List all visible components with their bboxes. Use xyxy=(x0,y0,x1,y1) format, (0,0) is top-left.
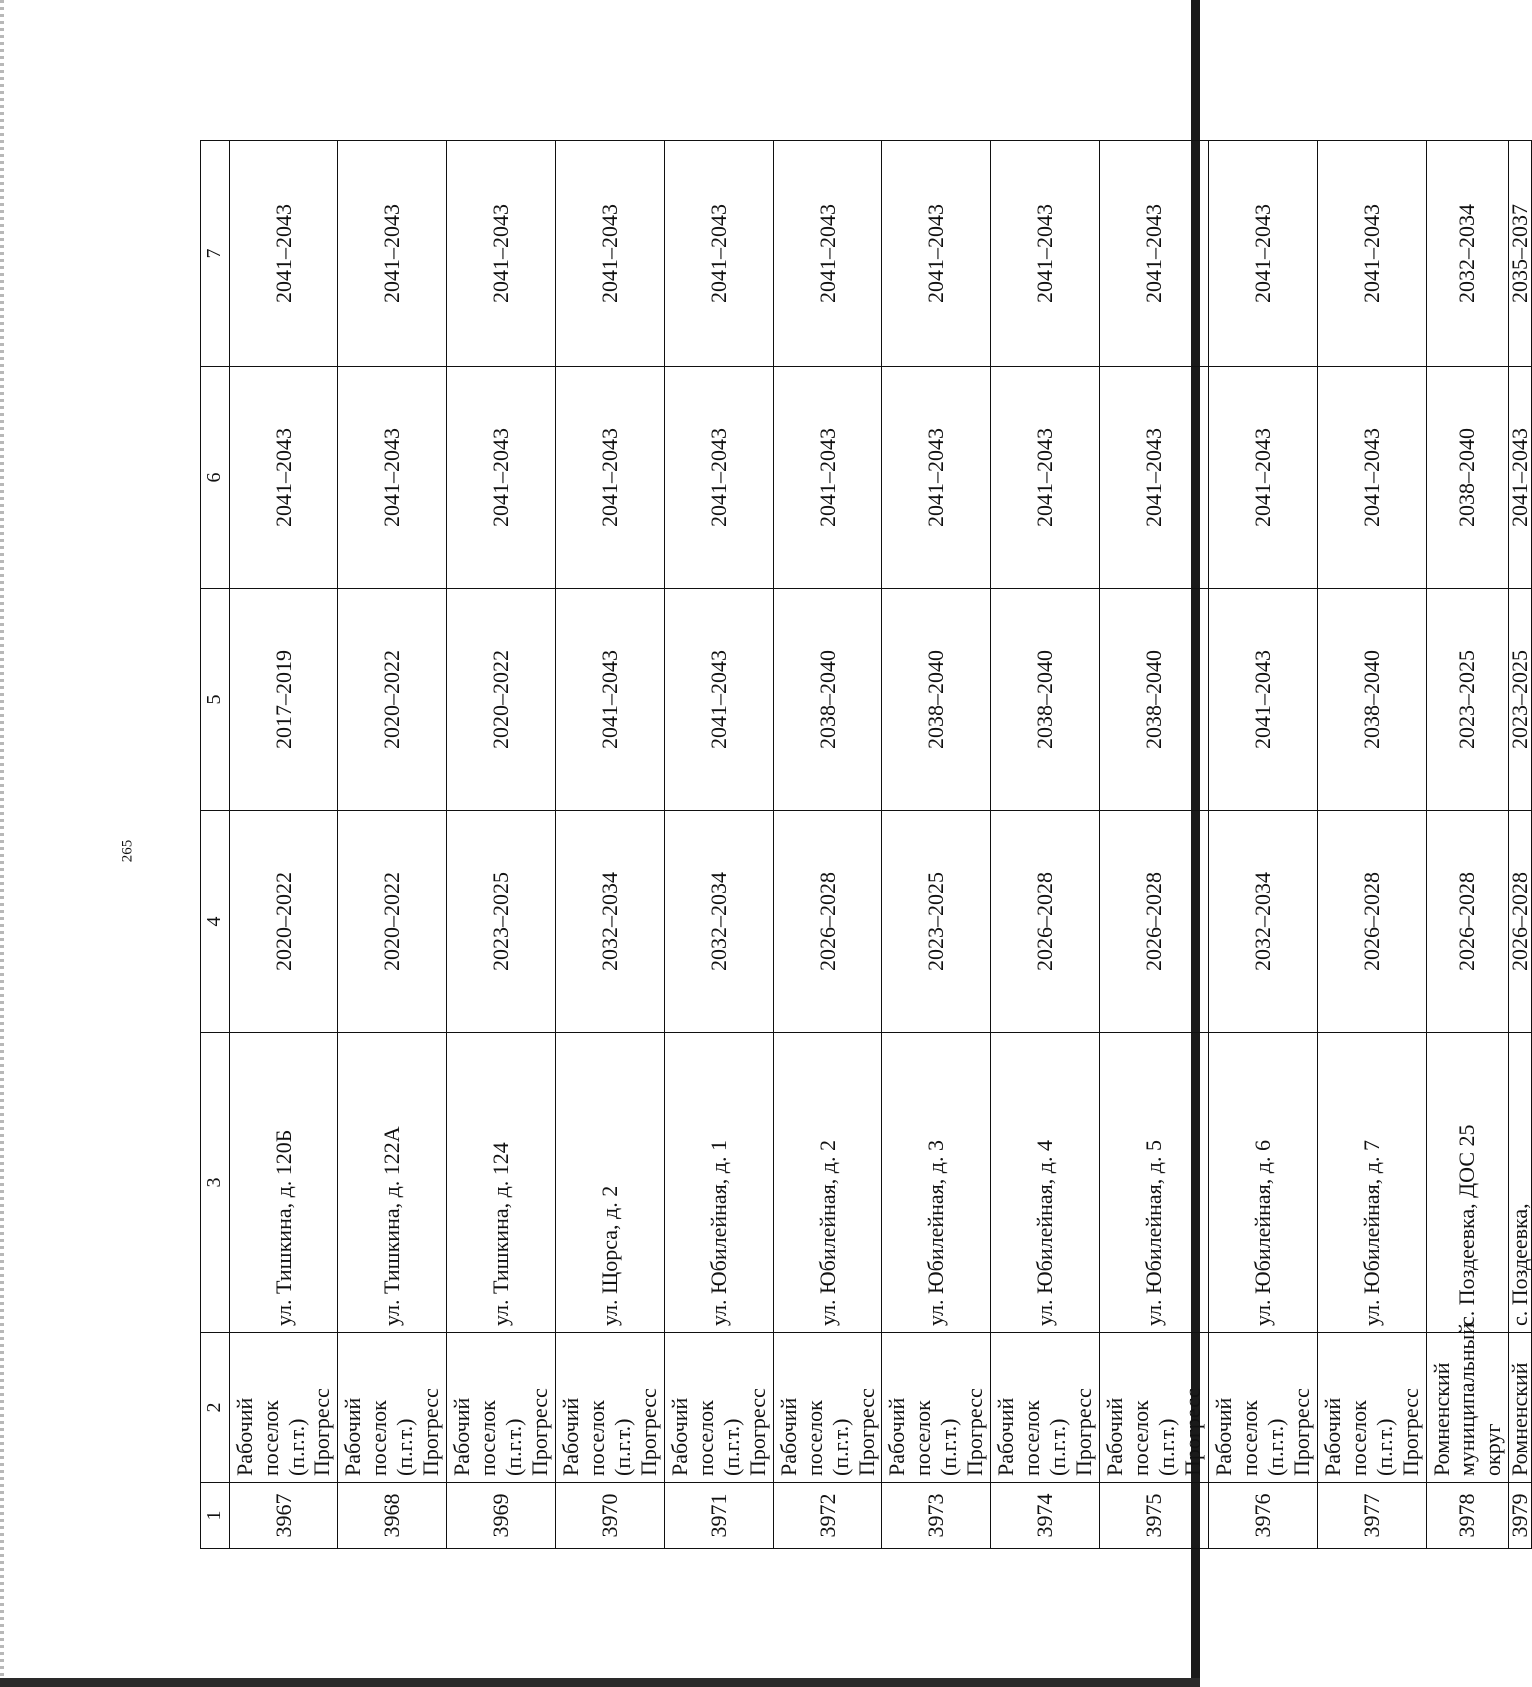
period-cell: 2020–2022 xyxy=(338,811,447,1033)
period-cell: 2041–2043 xyxy=(1100,141,1209,367)
period-cell: 2041–2043 xyxy=(1317,367,1426,589)
period-cell: 2032–2034 xyxy=(664,811,773,1033)
address-cell: ул. Тишкина, д. 122А xyxy=(338,1033,447,1333)
period-cell: 2023–2025 xyxy=(447,811,556,1033)
period-cell: 2041–2043 xyxy=(773,141,882,367)
period-cell: 2041–2043 xyxy=(773,367,882,589)
table-row xyxy=(447,141,556,1549)
period-cell: 2026–2028 xyxy=(773,811,882,1033)
period-cell: 2041–2043 xyxy=(556,589,665,811)
table-row xyxy=(556,141,665,1549)
row-number: 3977 xyxy=(1317,1483,1426,1549)
period-cell: 2020–2022 xyxy=(338,589,447,811)
address-cell: ул. Юбилейная, д. 5 xyxy=(1100,1033,1209,1333)
period-cell: 2041–2043 xyxy=(556,141,665,367)
period-cell: 2023–2025 xyxy=(882,811,991,1033)
row-number: 3974 xyxy=(991,1483,1100,1549)
table-row xyxy=(882,141,991,1549)
address-cell: ул. Тишкина, д. 120Б xyxy=(229,1033,338,1333)
locality-cell: Ромненский муниципальный округ xyxy=(1426,1333,1509,1483)
period-cell: 2026–2028 xyxy=(1100,811,1209,1033)
period-cell: 2041–2043 xyxy=(1100,367,1209,589)
locality-cell: Рабочий поселок (п.г.т.) Прогресс xyxy=(1100,1333,1209,1483)
row-number: 3978 xyxy=(1426,1483,1509,1549)
period-cell: 2026–2028 xyxy=(1509,811,1532,1033)
period-cell: 2035–2037 xyxy=(1509,141,1532,367)
period-cell: 2041–2043 xyxy=(664,589,773,811)
locality-cell: Рабочий поселок (п.г.т.) Прогресс xyxy=(229,1333,338,1483)
period-cell: 2041–2043 xyxy=(882,141,991,367)
column-header: 5 xyxy=(201,589,230,811)
locality-cell: Рабочий поселок (п.г.т.) Прогресс xyxy=(556,1333,665,1483)
period-cell: 2041–2043 xyxy=(338,367,447,589)
row-number: 3967 xyxy=(229,1483,338,1549)
address-cell: ул. Юбилейная, д. 4 xyxy=(991,1033,1100,1333)
column-header: 3 xyxy=(201,1033,230,1333)
column-header: 1 xyxy=(201,1483,230,1549)
column-header: 6 xyxy=(201,367,230,589)
table-row xyxy=(1426,141,1509,1549)
locality-cell: Рабочий поселок (п.г.т.) Прогресс xyxy=(882,1333,991,1483)
locality-cell: Рабочий поселок (п.г.т.) Прогресс xyxy=(1208,1333,1317,1483)
period-cell: 2041–2043 xyxy=(229,367,338,589)
period-cell: 2032–2034 xyxy=(1208,811,1317,1033)
period-cell: 2041–2043 xyxy=(447,367,556,589)
locality-cell: Рабочий поселок (п.г.т.) Прогресс xyxy=(991,1333,1100,1483)
row-number: 3976 xyxy=(1208,1483,1317,1549)
locality-cell: Рабочий поселок (п.г.т.) Прогресс xyxy=(1317,1333,1426,1483)
period-cell: 2038–2040 xyxy=(1426,367,1509,589)
locality-cell: Ромненский xyxy=(1509,1333,1532,1483)
period-cell: 2026–2028 xyxy=(1317,811,1426,1033)
table-row xyxy=(1100,141,1209,1549)
period-cell: 2038–2040 xyxy=(882,589,991,811)
period-cell: 2038–2040 xyxy=(991,589,1100,811)
period-cell: 2023–2025 xyxy=(1426,589,1509,811)
table-row xyxy=(1509,141,1532,1549)
table-row xyxy=(1317,141,1426,1549)
schedule-table xyxy=(200,140,1532,1549)
address-cell: с. Поздеевка, xyxy=(1509,1033,1532,1333)
table-row xyxy=(229,141,338,1549)
table-row xyxy=(1208,141,1317,1549)
address-cell: ул. Юбилейная, д. 2 xyxy=(773,1033,882,1333)
table-row xyxy=(338,141,447,1549)
column-header: 2 xyxy=(201,1333,230,1483)
period-cell: 2041–2043 xyxy=(447,141,556,367)
period-cell: 2041–2043 xyxy=(664,141,773,367)
period-cell: 2041–2043 xyxy=(556,367,665,589)
period-cell: 2041–2043 xyxy=(229,141,338,367)
address-cell: с. Поздеевка, ДОС 25 xyxy=(1426,1033,1509,1333)
period-cell: 2041–2043 xyxy=(1509,367,1532,589)
period-cell: 2038–2040 xyxy=(1100,589,1209,811)
row-number: 3972 xyxy=(773,1483,882,1549)
rotated-table-container xyxy=(200,141,1532,1549)
address-cell: ул. Юбилейная, д. 3 xyxy=(882,1033,991,1333)
period-cell: 2017–2019 xyxy=(229,589,338,811)
period-cell: 2041–2043 xyxy=(1208,141,1317,367)
address-cell: ул. Юбилейная, д. 1 xyxy=(664,1033,773,1333)
row-number: 3968 xyxy=(338,1483,447,1549)
scan-bottom-edge xyxy=(0,1678,1200,1687)
period-cell: 2020–2022 xyxy=(229,811,338,1033)
period-cell: 2041–2043 xyxy=(882,367,991,589)
period-cell: 2041–2043 xyxy=(1317,141,1426,367)
period-cell: 2041–2043 xyxy=(1208,589,1317,811)
locality-cell: Рабочий поселок (п.г.т.) Прогресс xyxy=(447,1333,556,1483)
column-header: 4 xyxy=(201,811,230,1033)
period-cell: 2020–2022 xyxy=(447,589,556,811)
table-row xyxy=(773,141,882,1549)
period-cell: 2038–2040 xyxy=(773,589,882,811)
period-cell: 2041–2043 xyxy=(1208,367,1317,589)
row-number: 3975 xyxy=(1100,1483,1209,1549)
row-number: 3979 xyxy=(1509,1483,1532,1549)
column-header: 7 xyxy=(201,141,230,367)
header-row xyxy=(201,141,230,1549)
address-cell: ул. Тишкина, д. 124 xyxy=(447,1033,556,1333)
period-cell: 2041–2043 xyxy=(338,141,447,367)
address-cell: ул. Щорса, д. 2 xyxy=(556,1033,665,1333)
period-cell: 2026–2028 xyxy=(991,811,1100,1033)
row-number: 3971 xyxy=(664,1483,773,1549)
locality-cell: Рабочий поселок (п.г.т.) Прогресс xyxy=(773,1333,882,1483)
table-row xyxy=(991,141,1100,1549)
period-cell: 2032–2034 xyxy=(556,811,665,1033)
period-cell: 2038–2040 xyxy=(1317,589,1426,811)
row-number: 3969 xyxy=(447,1483,556,1549)
period-cell: 2026–2028 xyxy=(1426,811,1509,1033)
row-number: 3973 xyxy=(882,1483,991,1549)
period-cell: 2023–2025 xyxy=(1509,589,1532,811)
locality-cell: Рабочий поселок (п.г.т.) Прогресс xyxy=(664,1333,773,1483)
row-number: 3970 xyxy=(556,1483,665,1549)
period-cell: 2041–2043 xyxy=(991,367,1100,589)
table-row xyxy=(664,141,773,1549)
locality-cell: Рабочий поселок (п.г.т.) Прогресс xyxy=(338,1333,447,1483)
period-cell: 2041–2043 xyxy=(991,141,1100,367)
period-cell: 2041–2043 xyxy=(664,367,773,589)
address-cell: ул. Юбилейная, д. 7 xyxy=(1317,1033,1426,1333)
address-cell: ул. Юбилейная, д. 6 xyxy=(1208,1033,1317,1333)
page-number: 265 xyxy=(119,839,136,863)
period-cell: 2032–2034 xyxy=(1426,141,1509,367)
scan-left-edge xyxy=(0,0,4,1687)
